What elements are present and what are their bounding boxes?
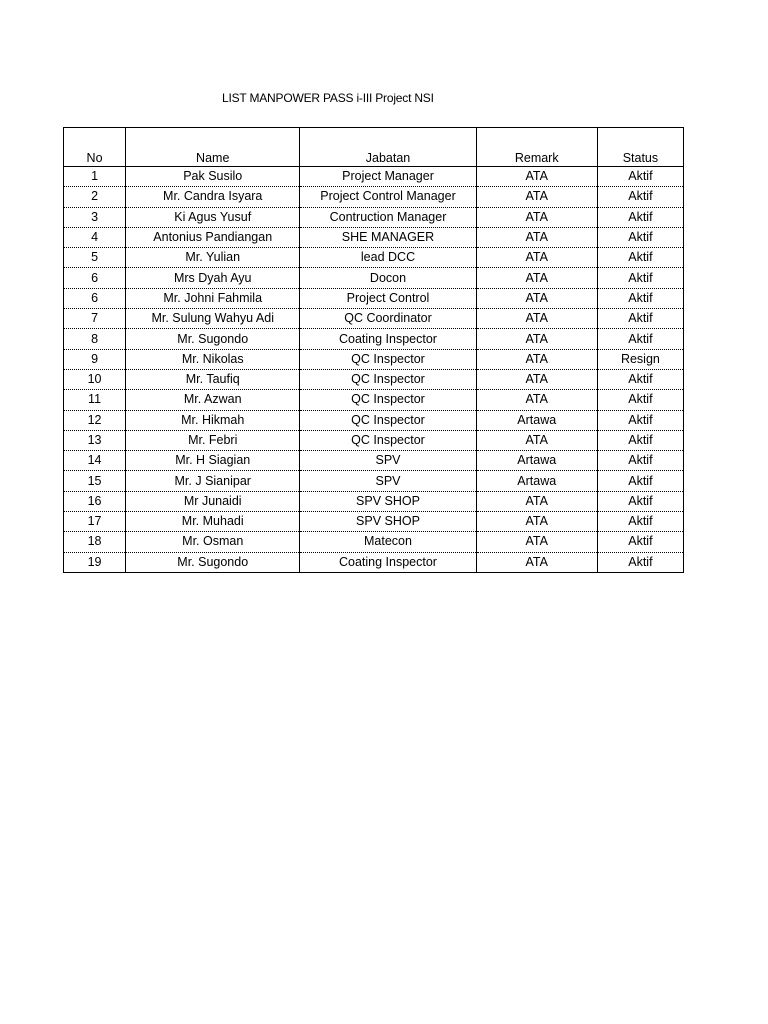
cell-name: Mr. H Siagian (126, 451, 300, 471)
table-header-row (64, 128, 684, 167)
cell-no: 19 (64, 552, 126, 572)
cell-name: Mr. Osman (126, 532, 300, 552)
cell-name: Pak Susilo (126, 167, 300, 187)
cell-jabatan: Matecon (300, 532, 476, 552)
cell-status: Aktif (597, 309, 683, 329)
header-status: Status (597, 128, 683, 167)
cell-remark: ATA (476, 227, 597, 247)
cell-remark: ATA (476, 349, 597, 369)
cell-name: Ki Agus Yusuf (126, 207, 300, 227)
cell-status: Aktif (597, 430, 683, 450)
table-row (64, 309, 684, 329)
cell-jabatan: Docon (300, 268, 476, 288)
cell-name: Mr. Febri (126, 430, 300, 450)
table-row (64, 288, 684, 308)
table-row (64, 369, 684, 389)
cell-jabatan: Coating Inspector (300, 552, 476, 572)
cell-no: 16 (64, 491, 126, 511)
table-row (64, 491, 684, 511)
cell-no: 9 (64, 349, 126, 369)
cell-no: 6 (64, 288, 126, 308)
cell-jabatan: SPV SHOP (300, 491, 476, 511)
cell-no: 6 (64, 268, 126, 288)
cell-status: Aktif (597, 329, 683, 349)
cell-name: Mrs Dyah Ayu (126, 268, 300, 288)
cell-remark: ATA (476, 248, 597, 268)
cell-status: Aktif (597, 471, 683, 491)
cell-no: 12 (64, 410, 126, 430)
cell-jabatan: Project Control (300, 288, 476, 308)
cell-name: Antonius Pandiangan (126, 227, 300, 247)
cell-remark: ATA (476, 532, 597, 552)
cell-jabatan: QC Coordinator (300, 309, 476, 329)
cell-remark: Artawa (476, 471, 597, 491)
cell-remark: ATA (476, 552, 597, 572)
manpower-table (63, 127, 684, 573)
cell-no: 8 (64, 329, 126, 349)
table-row (64, 349, 684, 369)
table-row (64, 167, 684, 187)
cell-remark: ATA (476, 491, 597, 511)
table-row (64, 268, 684, 288)
cell-name: Mr. Sugondo (126, 329, 300, 349)
cell-jabatan: QC Inspector (300, 390, 476, 410)
cell-jabatan: SPV (300, 471, 476, 491)
cell-remark: ATA (476, 167, 597, 187)
cell-jabatan: QC Inspector (300, 430, 476, 450)
cell-status: Aktif (597, 167, 683, 187)
cell-remark: ATA (476, 430, 597, 450)
cell-status: Aktif (597, 268, 683, 288)
table-row (64, 187, 684, 207)
cell-remark: ATA (476, 369, 597, 389)
cell-jabatan: SPV (300, 451, 476, 471)
cell-status: Aktif (597, 512, 683, 532)
header-remark: Remark (476, 128, 597, 167)
table-row (64, 329, 684, 349)
table-row (64, 552, 684, 572)
cell-remark: ATA (476, 207, 597, 227)
cell-no: 1 (64, 167, 126, 187)
cell-no: 2 (64, 187, 126, 207)
cell-name: Mr Junaidi (126, 491, 300, 511)
cell-jabatan: Project Manager (300, 167, 476, 187)
cell-remark: Artawa (476, 451, 597, 471)
cell-jabatan: Contruction Manager (300, 207, 476, 227)
table-row (64, 532, 684, 552)
cell-remark: ATA (476, 187, 597, 207)
header-no: No (64, 128, 126, 167)
table-row (64, 207, 684, 227)
cell-name: Mr. Nikolas (126, 349, 300, 369)
cell-remark: ATA (476, 309, 597, 329)
cell-status: Aktif (597, 227, 683, 247)
cell-no: 7 (64, 309, 126, 329)
cell-status: Aktif (597, 491, 683, 511)
cell-remark: Artawa (476, 410, 597, 430)
cell-no: 17 (64, 512, 126, 532)
cell-status: Resign (597, 349, 683, 369)
cell-remark: ATA (476, 288, 597, 308)
cell-no: 10 (64, 369, 126, 389)
cell-status: Aktif (597, 552, 683, 572)
table-row (64, 451, 684, 471)
table-row (64, 410, 684, 430)
cell-name: Mr. Hikmah (126, 410, 300, 430)
document-title: LIST MANPOWER PASS i-III Project NSI (222, 91, 434, 105)
cell-name: Mr. Candra Isyara (126, 187, 300, 207)
cell-name: Mr. J Sianipar (126, 471, 300, 491)
table-row (64, 248, 684, 268)
cell-jabatan: SPV SHOP (300, 512, 476, 532)
cell-remark: ATA (476, 390, 597, 410)
cell-name: Mr. Johni Fahmila (126, 288, 300, 308)
cell-jabatan: Coating Inspector (300, 329, 476, 349)
cell-remark: ATA (476, 512, 597, 532)
cell-no: 5 (64, 248, 126, 268)
table-body (64, 167, 684, 573)
cell-status: Aktif (597, 390, 683, 410)
cell-no: 15 (64, 471, 126, 491)
table-row (64, 390, 684, 410)
cell-jabatan: QC Inspector (300, 410, 476, 430)
cell-no: 13 (64, 430, 126, 450)
cell-name: Mr. Azwan (126, 390, 300, 410)
cell-jabatan: SHE MANAGER (300, 227, 476, 247)
cell-name: Mr. Muhadi (126, 512, 300, 532)
cell-no: 4 (64, 227, 126, 247)
cell-no: 11 (64, 390, 126, 410)
cell-status: Aktif (597, 288, 683, 308)
table-row (64, 512, 684, 532)
cell-jabatan: QC Inspector (300, 369, 476, 389)
cell-jabatan: QC Inspector (300, 349, 476, 369)
header-jabatan: Jabatan (300, 128, 476, 167)
cell-name: Mr. Taufiq (126, 369, 300, 389)
table-row (64, 227, 684, 247)
table-row (64, 471, 684, 491)
cell-status: Aktif (597, 207, 683, 227)
cell-name: Mr. Yulian (126, 248, 300, 268)
cell-status: Aktif (597, 369, 683, 389)
header-name: Name (126, 128, 300, 167)
cell-status: Aktif (597, 187, 683, 207)
cell-status: Aktif (597, 451, 683, 471)
cell-jabatan: lead DCC (300, 248, 476, 268)
cell-status: Aktif (597, 532, 683, 552)
cell-status: Aktif (597, 248, 683, 268)
cell-name: Mr. Sulung Wahyu Adi (126, 309, 300, 329)
cell-jabatan: Project Control Manager (300, 187, 476, 207)
cell-remark: ATA (476, 268, 597, 288)
cell-no: 18 (64, 532, 126, 552)
cell-status: Aktif (597, 410, 683, 430)
cell-no: 3 (64, 207, 126, 227)
cell-name: Mr. Sugondo (126, 552, 300, 572)
table-row (64, 430, 684, 450)
cell-no: 14 (64, 451, 126, 471)
cell-remark: ATA (476, 329, 597, 349)
